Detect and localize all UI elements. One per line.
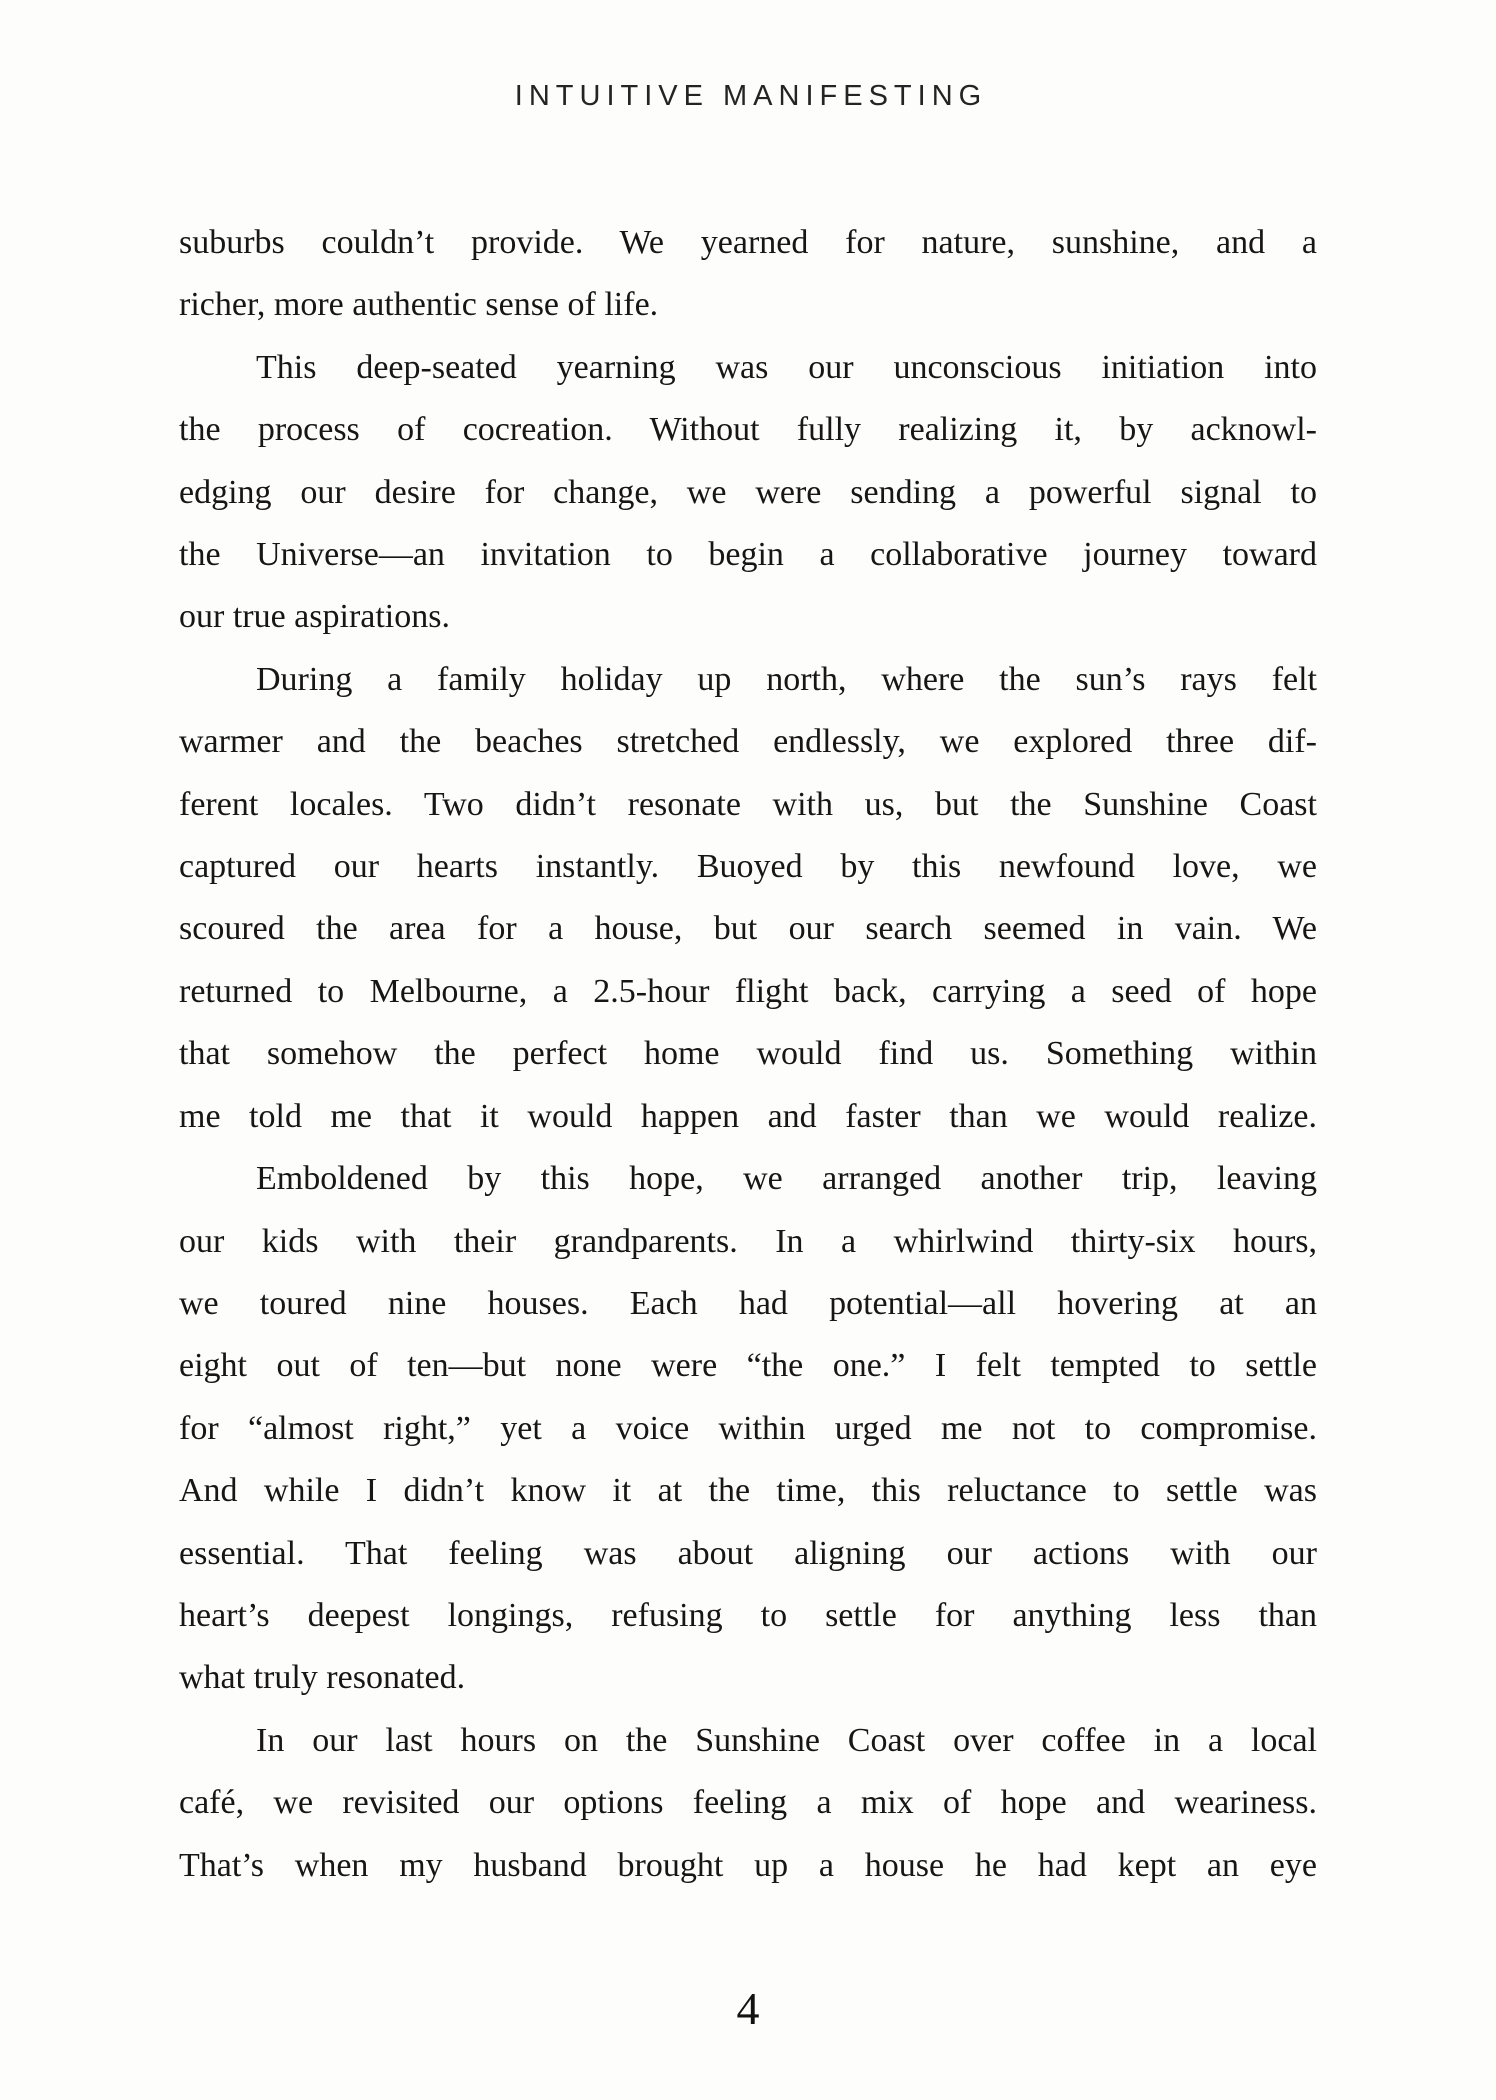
body-text — [179, 212, 1317, 1897]
text-line: heart’s deepest longings, refusing to settle for anything less than — [179, 1596, 1317, 1634]
text-line: eight out of ten—but none were “the one.” I felt tempted to settle — [179, 1347, 1317, 1385]
text-line: me told me that it would happen and faster than we would realize. — [179, 1097, 1317, 1135]
text-line: that somehow the perfect home would find us. Something within — [179, 1035, 1317, 1073]
text-line: richer, more authentic sense of life. — [179, 286, 659, 324]
text-line: During a family holiday up north, where the sun’s rays felt — [256, 660, 1317, 698]
text-line: our true aspirations. — [179, 598, 450, 636]
text-line: scoured the area for a house, but our search seemed in vain. We — [179, 910, 1317, 948]
text-line: our kids with their grandparents. In a whirlwind thirty-six hours, — [179, 1222, 1317, 1260]
paragraph — [179, 337, 1317, 649]
text-line: ferent locales. Two didn’t resonate with us, but the Sunshine Coast — [179, 785, 1317, 823]
text-line: café, we revisited our options feeling a mix of hope and weariness. — [179, 1784, 1317, 1822]
text-line: we toured nine houses. Each had potential—all hovering at an — [179, 1284, 1317, 1322]
text-line: the process of cocreation. Without fully realizing it, by acknowl- — [179, 411, 1317, 449]
text-line: captured our hearts instantly. Buoyed by this newfound love, we — [179, 848, 1317, 886]
text-line: That’s when my husband brought up a house he had kept an eye — [179, 1846, 1317, 1884]
paragraph — [179, 1710, 1317, 1897]
text-line: what truly resonated. — [179, 1659, 466, 1697]
text-line: for “almost right,” yet a voice within urged me not to compromise. — [179, 1409, 1317, 1447]
text-line: And while I didn’t know it at the time, this reluctance to settle was — [179, 1472, 1317, 1510]
text-line: Emboldened by this hope, we arranged another trip, leaving — [256, 1160, 1317, 1198]
paragraph — [179, 1148, 1317, 1710]
text-line: In our last hours on the Sunshine Coast over coffee in a local — [256, 1721, 1317, 1759]
text-line: warmer and the beaches stretched endlessly, we explored three dif- — [179, 723, 1317, 761]
text-line: the Universe—an invitation to begin a collaborative journey toward — [179, 536, 1317, 574]
text-line: This deep-seated yearning was our unconscious initiation into — [256, 348, 1317, 386]
text-line: suburbs couldn’t provide. We yearned for nature, sunshine, and a — [179, 224, 1317, 261]
page-number: 4 — [736, 1983, 760, 2034]
text-line: essential. That feeling was about aligning our actions with our — [179, 1534, 1317, 1572]
text-line: returned to Melbourne, a 2.5-hour flight back, carrying a seed of hope — [179, 972, 1317, 1010]
running-header: INTUITIVE MANIFESTING — [514, 80, 988, 112]
paragraph — [179, 649, 1317, 1148]
paragraph — [179, 212, 1317, 337]
text-line: edging our desire for change, we were sending a powerful signal to — [179, 473, 1317, 511]
